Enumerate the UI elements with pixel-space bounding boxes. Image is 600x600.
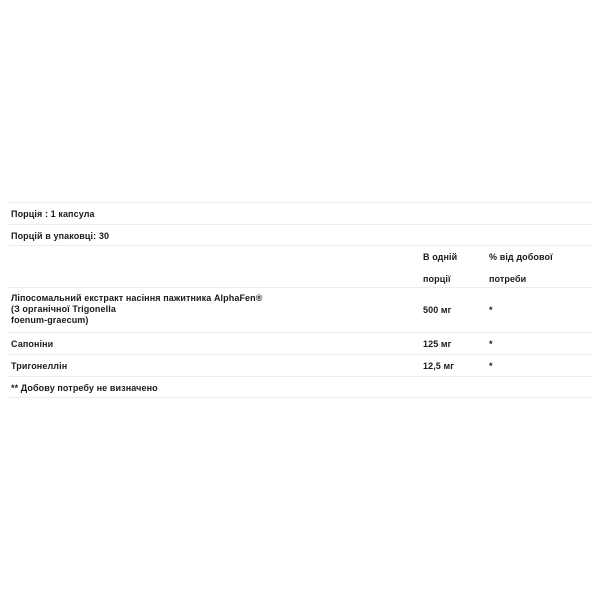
ingredient-name (11, 293, 262, 326)
ingredient-daily-value: * (489, 305, 493, 315)
serving-size-row (7, 202, 593, 224)
supplement-facts-table (7, 202, 593, 398)
dv-header-line1: % від добової (489, 252, 553, 262)
table-row (7, 287, 593, 332)
ingredient-name: Сапоніни (11, 339, 54, 349)
ingredient-daily-value: * (489, 339, 493, 349)
footnote-row (7, 376, 593, 398)
amount-header-line2: порції (423, 274, 451, 284)
ingredient-daily-value: * (489, 361, 493, 371)
amount-per-serving-header (423, 246, 457, 290)
dv-header-line2: потреби (489, 274, 527, 284)
servings-per-container-row (7, 224, 593, 245)
daily-value-header (489, 246, 553, 290)
table-row (7, 332, 593, 354)
ingredient-name-line2: (З органічної Trigonella (11, 304, 116, 314)
ingredient-amount: 12,5 мг (423, 361, 455, 371)
ingredient-amount: 125 мг (423, 339, 452, 349)
footnote-text: ** Добову потребу не визначено (11, 383, 158, 393)
serving-size-text: Порція : 1 капсула (11, 209, 95, 219)
table-row (7, 354, 593, 376)
amount-header-line1: В одній (423, 252, 458, 262)
ingredient-name-line1: Ліпосомальний екстракт насіння пажитника AlphaFen® (11, 293, 263, 303)
servings-per-container-text: Порцій в упаковці: 30 (11, 231, 110, 241)
table-header-row (7, 245, 593, 287)
ingredient-name-line3: foenum-graecum) (11, 315, 89, 325)
ingredient-amount: 500 мг (423, 305, 452, 315)
ingredient-name: Тригонеллін (11, 361, 68, 371)
